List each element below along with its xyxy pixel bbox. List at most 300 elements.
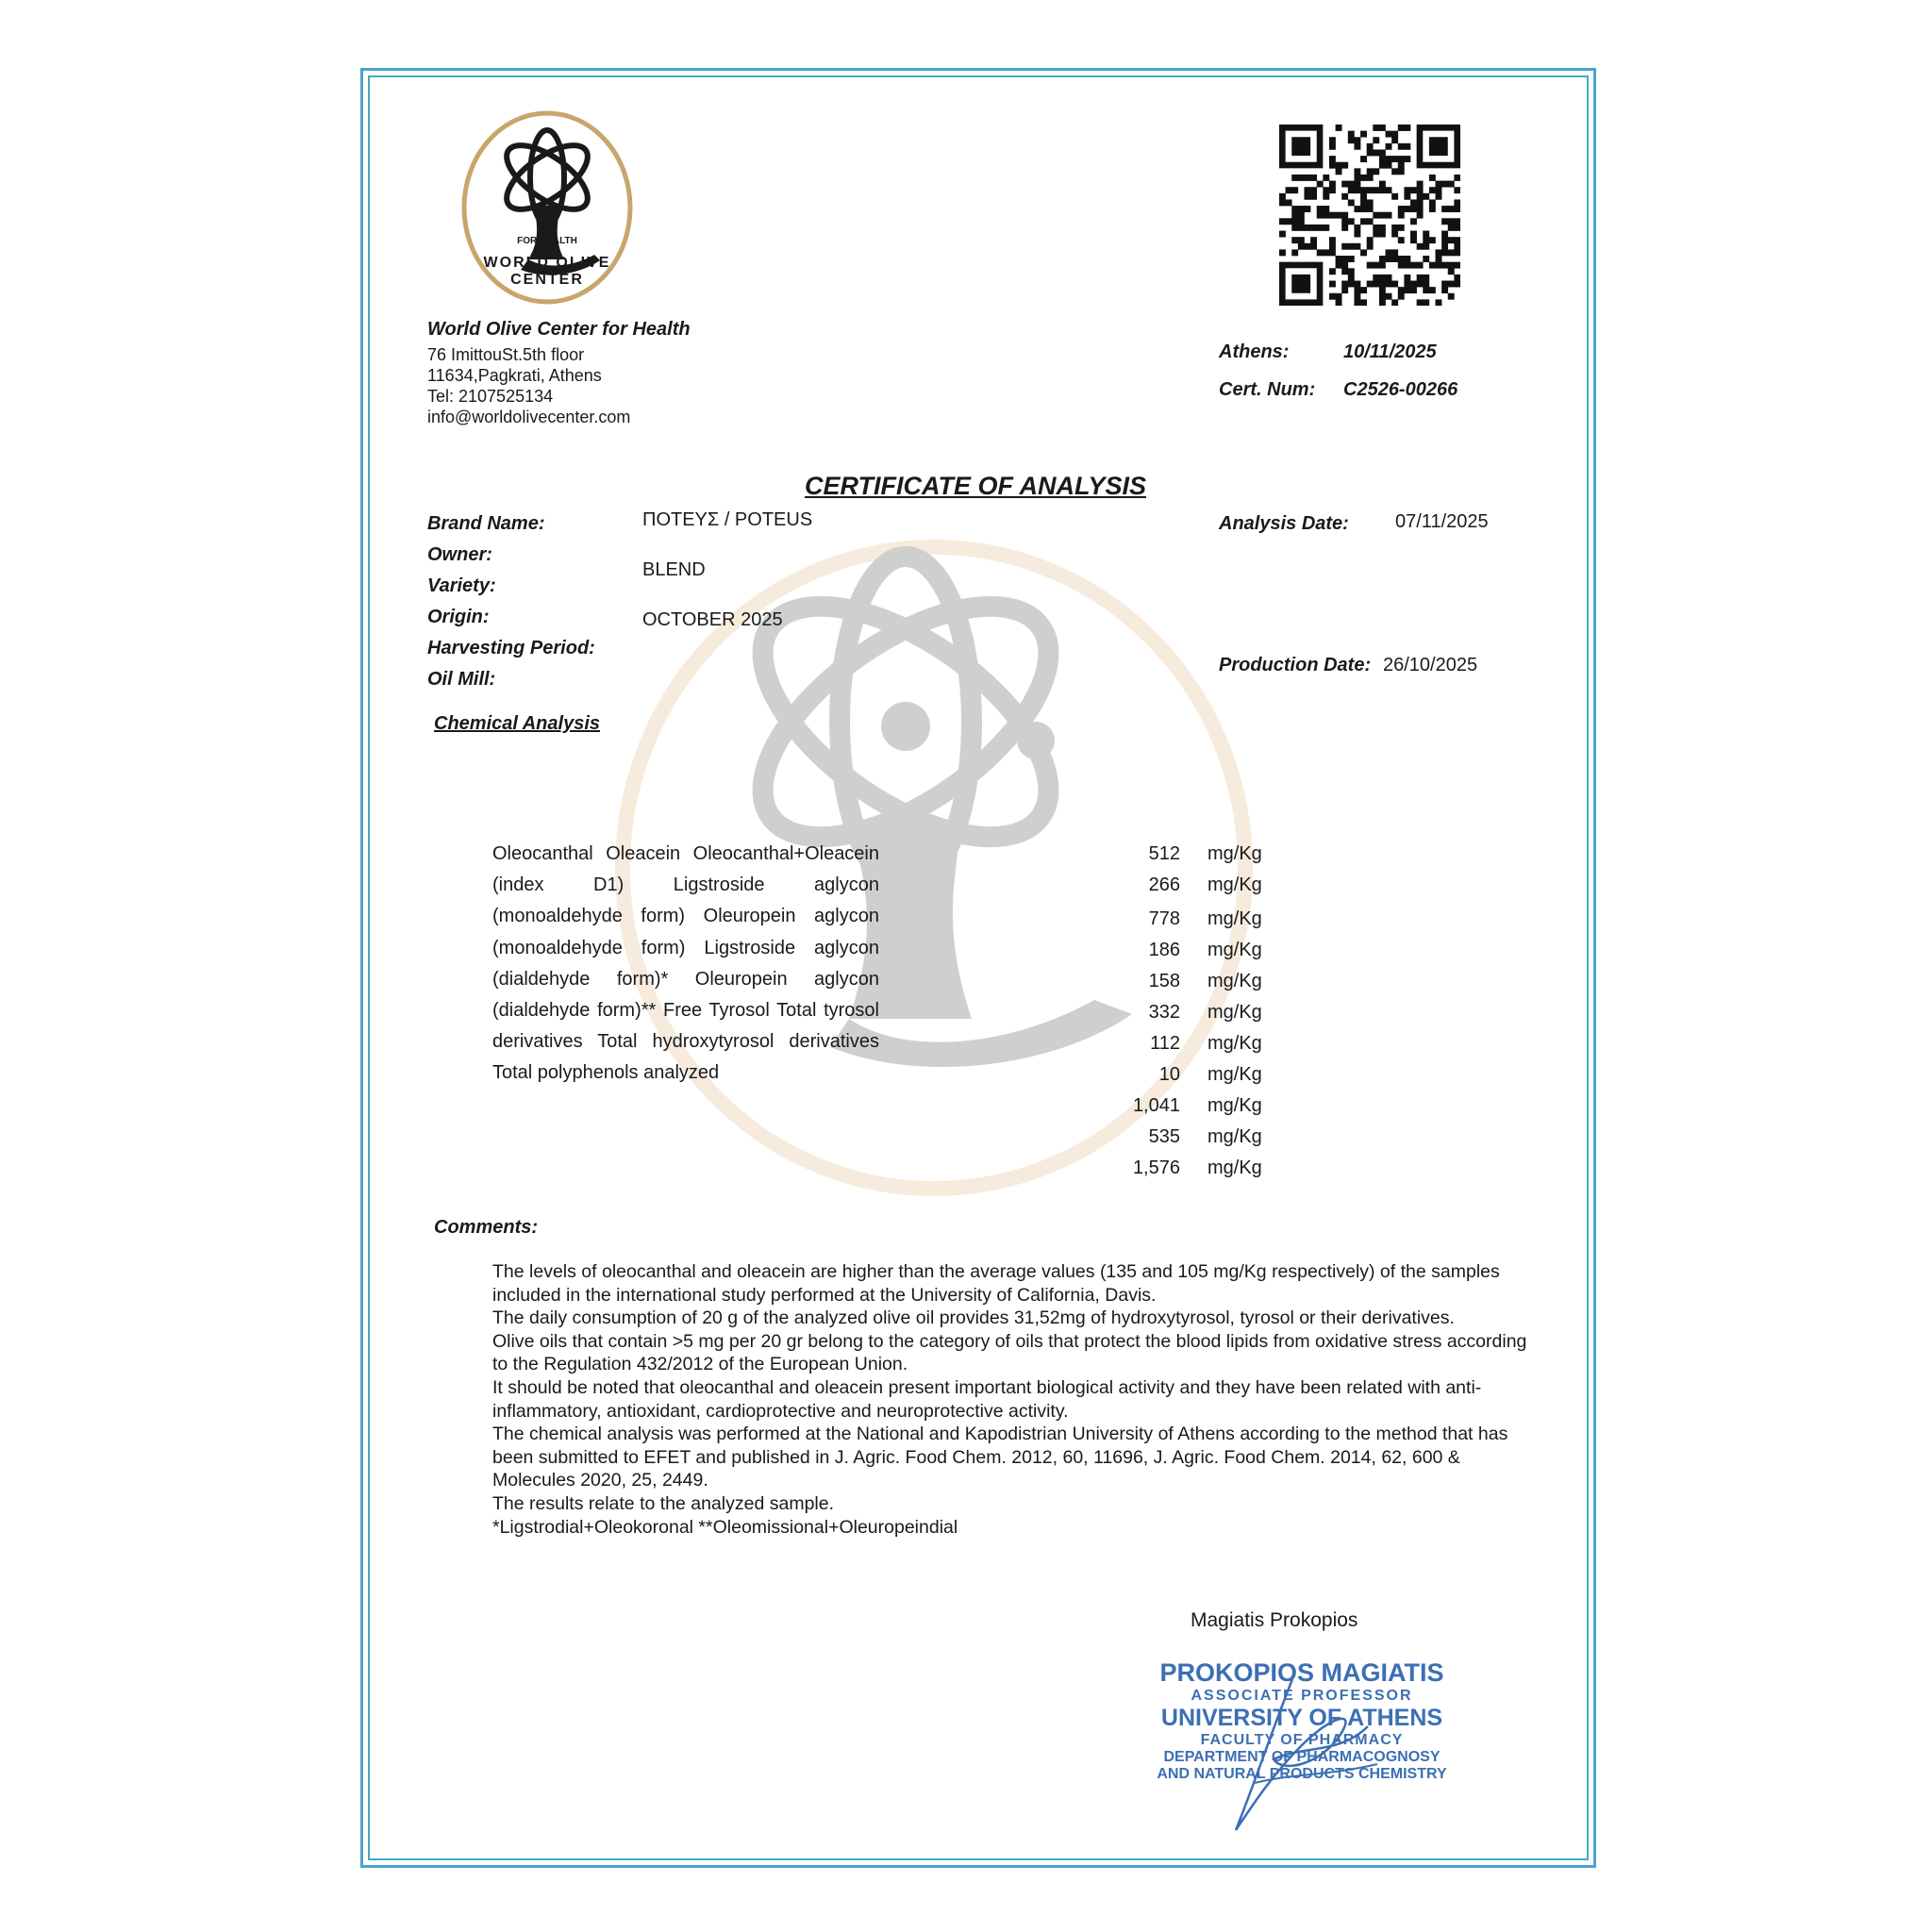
qr-module — [1341, 256, 1348, 262]
organization-email: info@worldolivecenter.com — [427, 408, 631, 426]
oil-mill-label: Oil Mill: — [427, 669, 496, 690]
qr-module — [1298, 218, 1305, 225]
chem-value-row — [1113, 1064, 1283, 1092]
qr-module — [1341, 181, 1348, 188]
qr-module — [1304, 187, 1310, 193]
qr-module — [1329, 249, 1336, 256]
qr-module — [1410, 199, 1417, 206]
qr-module — [1329, 243, 1336, 250]
qr-module — [1298, 175, 1305, 181]
qr-module — [1354, 231, 1360, 238]
address-line-2: 11634,Pagkrati, Athens — [427, 366, 602, 385]
qr-module — [1404, 281, 1410, 288]
qr-module — [1423, 237, 1429, 243]
qr-module — [1336, 168, 1342, 175]
qr-module — [1360, 249, 1367, 256]
qr-module — [1404, 287, 1410, 293]
qr-module — [1429, 206, 1436, 212]
chem-value-row — [1113, 940, 1283, 968]
qr-module — [1398, 143, 1405, 150]
qr-module — [1279, 231, 1286, 238]
qr-module — [1417, 193, 1424, 200]
qr-module — [1391, 131, 1398, 138]
qr-module — [1436, 262, 1442, 269]
qr-module — [1429, 237, 1436, 243]
qr-module — [1429, 287, 1436, 293]
qr-module — [1441, 281, 1448, 288]
qr-module — [1291, 249, 1298, 256]
qr-module — [1398, 125, 1405, 131]
organization-address — [427, 344, 630, 427]
qr-module — [1329, 181, 1336, 188]
qr-module — [1291, 187, 1298, 193]
qr-module — [1441, 243, 1448, 250]
chem-value-row — [1113, 1033, 1283, 1061]
qr-module — [1373, 281, 1379, 288]
chem-unit: mg/Kg — [1208, 1002, 1262, 1023]
qr-module — [1367, 243, 1374, 250]
qr-module — [1317, 212, 1324, 219]
qr-module — [1323, 212, 1329, 219]
qr-module — [1379, 225, 1386, 231]
qr-module — [1298, 206, 1305, 212]
qr-module — [1398, 256, 1405, 262]
qr-module — [1398, 168, 1405, 175]
chem-value: 186 — [1148, 940, 1180, 960]
chem-value: 332 — [1148, 1002, 1180, 1023]
qr-module — [1341, 243, 1348, 250]
qr-module — [1367, 143, 1374, 150]
qr-module — [1367, 281, 1374, 288]
qr-module — [1298, 237, 1305, 243]
origin-label: Origin: — [427, 607, 490, 627]
qr-module — [1310, 193, 1317, 200]
qr-module — [1373, 231, 1379, 238]
qr-module — [1310, 225, 1317, 231]
comment-paragraph: It should be noted that oleocanthal and oleacein present important biological activity and they have been related with anti-inflammatory, antioxidant, cardioprotective and neuroprotective activity. — [492, 1376, 1482, 1422]
qr-module — [1341, 281, 1348, 288]
comments-heading: Comments: — [434, 1217, 539, 1238]
qr-module — [1348, 131, 1355, 138]
qr-module — [1360, 287, 1367, 293]
qr-module — [1379, 156, 1386, 162]
qr-module — [1341, 218, 1348, 225]
qr-module — [1354, 137, 1360, 143]
qr-module — [1417, 187, 1424, 193]
qr-module — [1386, 156, 1392, 162]
chem-value: 112 — [1150, 1033, 1180, 1054]
qr-module — [1410, 218, 1417, 225]
qr-module — [1391, 156, 1398, 162]
qr-module — [1354, 281, 1360, 288]
qr-module — [1329, 237, 1336, 243]
qr-module — [1286, 199, 1292, 206]
qr-module — [1323, 225, 1329, 231]
qr-module — [1329, 143, 1336, 150]
qr-module — [1404, 193, 1410, 200]
comment-paragraph: The results relate to the analyzed sample. — [492, 1492, 835, 1514]
qr-module — [1291, 275, 1310, 293]
qr-module — [1348, 181, 1355, 188]
qr-module — [1454, 187, 1460, 193]
qr-module — [1398, 287, 1405, 293]
qr-module — [1367, 237, 1374, 243]
comment-paragraph: The daily consumption of 20 g of the analyzed olive oil provides 31,52mg of hydroxytyrosol, tyrosol or their derivatives. — [492, 1307, 1455, 1329]
qr-module — [1404, 275, 1410, 281]
qr-module — [1348, 187, 1355, 193]
qr-module — [1310, 175, 1317, 181]
qr-module — [1448, 249, 1455, 256]
comment-paragraph: The levels of oleocanthal and oleacein are higher than the average values (135 and 105 mg/Kg respectively) of the samples included in the international study performed at the University of California, Davis. — [492, 1261, 1500, 1306]
qr-module — [1360, 199, 1367, 206]
qr-module — [1448, 237, 1455, 243]
qr-module — [1373, 125, 1379, 131]
qr-module — [1323, 187, 1329, 193]
qr-module — [1454, 218, 1460, 225]
qr-module — [1429, 137, 1448, 156]
qr-module — [1417, 212, 1424, 219]
chem-value-row — [1113, 908, 1283, 937]
qr-module — [1429, 262, 1436, 269]
chem-unit: mg/Kg — [1208, 874, 1262, 895]
qr-module — [1329, 212, 1336, 219]
qr-module — [1423, 287, 1429, 293]
qr-module — [1341, 193, 1348, 200]
qr-module — [1391, 299, 1398, 306]
qr-module — [1348, 268, 1355, 275]
organization-name: World Olive Center for Health — [427, 319, 691, 340]
qr-module — [1454, 262, 1460, 269]
issue-date: 10/11/2025 — [1343, 341, 1437, 362]
chem-unit: mg/Kg — [1208, 1064, 1262, 1085]
qr-module — [1448, 262, 1455, 269]
qr-module — [1454, 225, 1460, 231]
qr-module — [1279, 193, 1286, 200]
qr-module — [1291, 137, 1310, 156]
qr-module — [1304, 225, 1310, 231]
signatory-name: Magiatis Prokopios — [1191, 1609, 1358, 1631]
qr-module — [1454, 243, 1460, 250]
chem-value: 778 — [1148, 908, 1180, 929]
qr-module — [1379, 212, 1386, 219]
qr-module — [1317, 181, 1324, 188]
qr-module — [1304, 193, 1310, 200]
qr-module — [1423, 299, 1429, 306]
qr-module — [1441, 237, 1448, 243]
qr-module — [1454, 237, 1460, 243]
chem-value: 10 — [1158, 1064, 1180, 1085]
qr-module — [1417, 262, 1424, 269]
qr-module — [1354, 168, 1360, 175]
qr-module — [1336, 262, 1342, 269]
qr-module — [1404, 256, 1410, 262]
qr-module — [1410, 231, 1417, 238]
qr-module — [1417, 281, 1424, 288]
qr-module — [1360, 187, 1367, 193]
qr-module — [1379, 256, 1386, 262]
stamp-line: UNIVERSITY OF ATHENS — [1160, 1705, 1443, 1731]
qr-module — [1398, 162, 1405, 169]
logo-arc-text: WORLD OLIVE CENTER — [483, 255, 611, 288]
qr-module — [1367, 175, 1374, 181]
qr-module — [1286, 218, 1292, 225]
qr-module — [1379, 262, 1386, 269]
qr-module — [1373, 225, 1379, 231]
qr-module — [1329, 268, 1336, 275]
qr-module — [1317, 225, 1324, 231]
qr-module — [1398, 262, 1405, 269]
qr-module — [1348, 199, 1355, 206]
chem-value-row — [1113, 843, 1283, 872]
qr-module — [1429, 187, 1436, 193]
chem-value: 512 — [1148, 843, 1180, 864]
qr-module — [1404, 262, 1410, 269]
qr-module — [1423, 243, 1429, 250]
qr-module — [1441, 262, 1448, 269]
qr-module — [1298, 212, 1305, 219]
qr-module — [1360, 299, 1367, 306]
qr-module — [1373, 262, 1379, 269]
qr-module — [1329, 162, 1336, 169]
qr-module — [1410, 206, 1417, 212]
qr-module — [1367, 262, 1374, 269]
qr-module — [1298, 243, 1305, 250]
qr-module — [1323, 249, 1329, 256]
qr-module — [1373, 149, 1379, 156]
qr-module — [1379, 299, 1386, 306]
qr-module — [1379, 231, 1386, 238]
qr-module — [1410, 187, 1417, 193]
qr-module — [1310, 237, 1317, 243]
qr-module — [1373, 137, 1379, 143]
qr-module — [1379, 162, 1386, 169]
qr-code — [1279, 125, 1460, 306]
chem-value-row — [1113, 1126, 1283, 1155]
harvest-label: Harvesting Period: — [427, 638, 595, 658]
qr-module — [1360, 218, 1367, 225]
qr-module — [1329, 187, 1336, 193]
qr-module — [1348, 137, 1355, 143]
brand-label: Brand Name: — [427, 513, 545, 534]
qr-module — [1423, 231, 1429, 238]
chem-unit: mg/Kg — [1208, 908, 1262, 929]
qr-module — [1348, 218, 1355, 225]
chem-unit: mg/Kg — [1208, 1158, 1262, 1178]
qr-module — [1398, 237, 1405, 243]
qr-module — [1448, 181, 1455, 188]
qr-module — [1379, 287, 1386, 293]
qr-module — [1373, 187, 1379, 193]
qr-module — [1386, 143, 1392, 150]
comment-paragraph: The chemical analysis was performed at the National and Kapodistrian University of Athens according to the method that has been submitted to EFET and published in J. Agric. Food Chem. 2012, 60, 11696, J. Agric. Food Chem. 2014, 62, 600 & Molecules 2020, 25, 2449. — [492, 1424, 1508, 1491]
qr-module — [1360, 175, 1367, 181]
qr-module — [1354, 206, 1360, 212]
qr-module — [1436, 193, 1442, 200]
qr-module — [1454, 206, 1460, 212]
qr-module — [1423, 256, 1429, 262]
qr-module — [1386, 281, 1392, 288]
qr-module — [1373, 275, 1379, 281]
qr-module — [1441, 218, 1448, 225]
production-date-label: Production Date: — [1219, 655, 1372, 675]
qr-module — [1448, 225, 1455, 231]
qr-module — [1360, 206, 1367, 212]
qr-module — [1367, 187, 1374, 193]
qr-module — [1429, 175, 1436, 181]
address-line-1: 76 ImittouSt.5th floor — [427, 345, 585, 364]
qr-module — [1291, 212, 1298, 219]
qr-module — [1348, 243, 1355, 250]
qr-module — [1329, 281, 1336, 288]
qr-module — [1404, 156, 1410, 162]
qr-module — [1317, 206, 1324, 212]
qr-module — [1336, 256, 1342, 262]
qr-module — [1417, 299, 1424, 306]
qr-module — [1441, 231, 1448, 238]
qr-module — [1360, 156, 1367, 162]
qr-module — [1441, 181, 1448, 188]
chem-unit: mg/Kg — [1208, 940, 1262, 960]
qr-module — [1454, 199, 1460, 206]
qr-module — [1354, 243, 1360, 250]
qr-module — [1373, 212, 1379, 219]
qr-module — [1291, 206, 1298, 212]
stamp-line: ASSOCIATE PROFESSOR — [1191, 1688, 1413, 1704]
qr-module — [1341, 287, 1348, 293]
chem-unit: mg/Kg — [1208, 1126, 1262, 1147]
qr-module — [1341, 225, 1348, 231]
qr-module — [1386, 212, 1392, 219]
qr-module — [1391, 168, 1398, 175]
qr-module — [1354, 187, 1360, 193]
qr-module — [1417, 199, 1424, 206]
stamp-line: FACULTY OF PHARMACY — [1200, 1732, 1404, 1748]
qr-module — [1291, 218, 1298, 225]
qr-module — [1379, 187, 1386, 193]
qr-module — [1429, 199, 1436, 206]
qr-module — [1423, 281, 1429, 288]
qr-module — [1436, 299, 1442, 306]
qr-module — [1423, 193, 1429, 200]
qr-module — [1448, 218, 1455, 225]
chem-value-row — [1113, 1002, 1283, 1030]
chem-unit: mg/Kg — [1208, 1033, 1262, 1054]
chem-value: 266 — [1148, 874, 1180, 895]
qr-module — [1398, 156, 1405, 162]
qr-module — [1279, 249, 1286, 256]
qr-module — [1367, 149, 1374, 156]
chem-value-row — [1113, 1095, 1283, 1124]
qr-module — [1379, 281, 1386, 288]
chem-value-row — [1113, 971, 1283, 999]
qr-module — [1341, 268, 1348, 275]
place-label: Athens: — [1219, 341, 1290, 362]
qr-module — [1360, 193, 1367, 200]
qr-module — [1354, 293, 1360, 300]
qr-module — [1417, 243, 1424, 250]
qr-module — [1391, 249, 1398, 256]
qr-module — [1410, 237, 1417, 243]
qr-module — [1454, 249, 1460, 256]
qr-module — [1291, 225, 1298, 231]
qr-module — [1391, 225, 1398, 231]
qr-module — [1417, 181, 1424, 188]
chem-unit: mg/Kg — [1208, 971, 1262, 991]
qr-module — [1398, 225, 1405, 231]
logo-small-text: FOR HEALTH — [517, 236, 577, 246]
qr-module — [1379, 125, 1386, 131]
variety-value: BLEND — [642, 559, 706, 580]
comment-paragraph: Olive oils that contain >5 mg per 20 gr belong to the category of oils that protect the blood lipids from oxidative stress according to the Regulation 432/2012 of the European Union. — [492, 1330, 1527, 1375]
qr-module — [1386, 275, 1392, 281]
qr-module — [1341, 212, 1348, 219]
qr-module — [1291, 175, 1298, 181]
qr-module — [1417, 206, 1424, 212]
qr-module — [1386, 256, 1392, 262]
qr-module — [1341, 262, 1348, 269]
chemical-compound-names: Oleocanthal Oleacein Oleocanthal+Oleacein (index D1) Ligstroside aglycon (monoaldehyde form) Oleuropein aglycon (monoaldehyde form) Ligstroside aglycon (dialdehyde form)* Oleuropein aglycon (dialdehyde form)** Free Tyrosol Total tyrosol derivatives Total hydroxytyrosol derivatives Total polyphenols analyzed — [492, 843, 879, 1084]
qr-module — [1391, 256, 1398, 262]
qr-module — [1410, 262, 1417, 269]
variety-label: Variety: — [427, 575, 496, 596]
qr-module — [1310, 243, 1317, 250]
qr-module — [1348, 275, 1355, 281]
qr-module — [1423, 275, 1429, 281]
stamp-line: PROKOPIOS MAGIATIS — [1159, 1658, 1444, 1687]
qr-module — [1391, 281, 1398, 288]
chem-value: 1,576 — [1132, 1158, 1180, 1178]
qr-module — [1441, 206, 1448, 212]
handwritten-signature — [1217, 1670, 1406, 1840]
qr-module — [1304, 243, 1310, 250]
chem-unit: mg/Kg — [1208, 1095, 1262, 1116]
qr-module — [1454, 275, 1460, 281]
qr-module — [1354, 175, 1360, 181]
qr-module — [1448, 293, 1455, 300]
qr-module — [1336, 162, 1342, 169]
qr-module — [1448, 268, 1455, 275]
analysis-date-value: 07/11/2025 — [1395, 511, 1489, 532]
qr-module — [1398, 206, 1405, 212]
qr-module — [1398, 212, 1405, 219]
qr-module — [1391, 231, 1398, 238]
qr-module — [1367, 199, 1374, 206]
qr-module — [1448, 281, 1455, 288]
chem-value: 1,041 — [1132, 1095, 1180, 1116]
qr-module — [1404, 187, 1410, 193]
qr-module — [1354, 181, 1360, 188]
qr-module — [1336, 212, 1342, 219]
qr-module — [1329, 156, 1336, 162]
qr-module — [1386, 131, 1392, 138]
qr-module — [1436, 256, 1442, 262]
chem-value: 158 — [1148, 971, 1180, 991]
qr-module — [1360, 131, 1367, 138]
qr-module — [1417, 275, 1424, 281]
qr-module — [1304, 175, 1310, 181]
analysis-date-label: Analysis Date: — [1219, 513, 1349, 534]
production-date-value: 26/10/2025 — [1383, 655, 1478, 675]
qr-module — [1323, 193, 1329, 200]
qr-module — [1391, 193, 1398, 200]
qr-module — [1404, 125, 1410, 131]
qr-module — [1329, 137, 1336, 143]
qr-module — [1317, 249, 1324, 256]
chem-value: 535 — [1148, 1126, 1180, 1147]
qr-module — [1304, 206, 1310, 212]
qr-module — [1436, 249, 1442, 256]
qr-module — [1367, 218, 1374, 225]
